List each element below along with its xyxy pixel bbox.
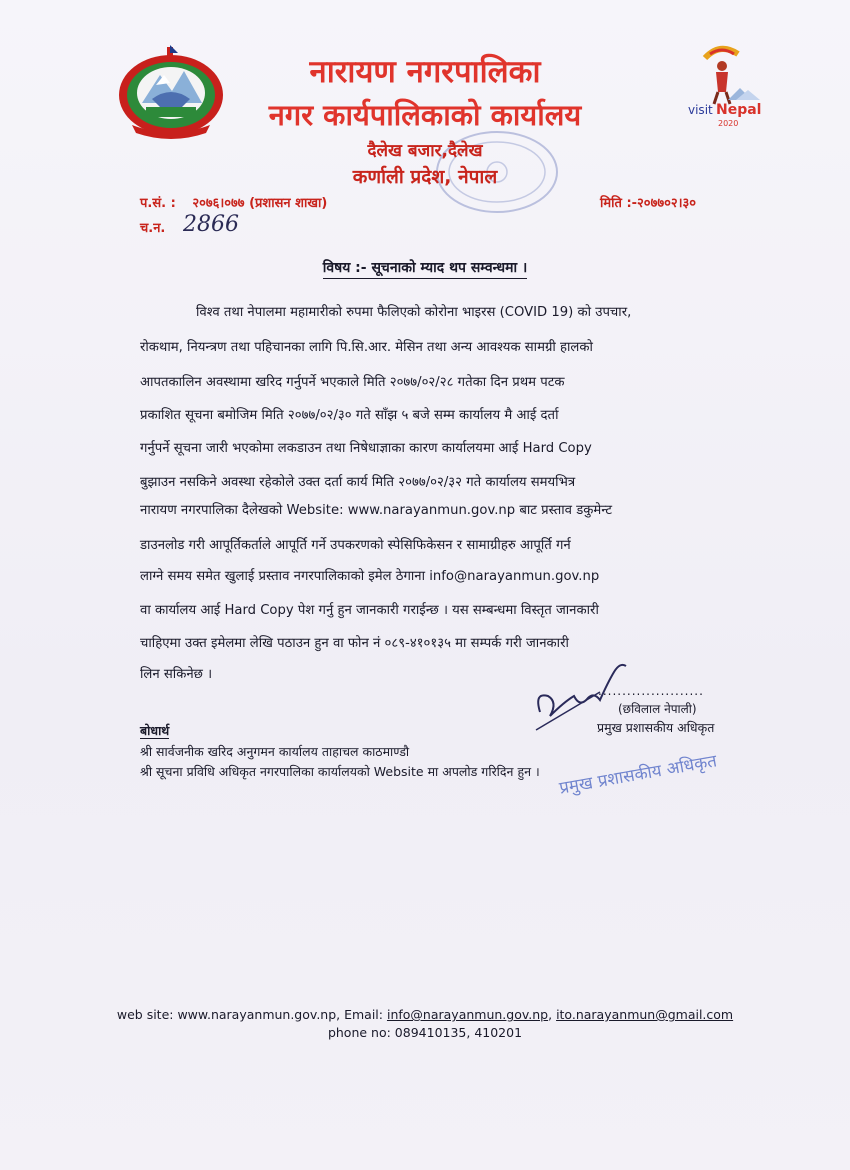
office-title: नगर कार्यपालिकाको कार्यालय <box>268 98 582 132</box>
body-line-4: प्रकाशित सूचना बमोजिम मिति २०७७/०२/३० गते साँझ ५ बजे सम्म कार्यालय मै आई दर्ता <box>140 408 559 423</box>
footer-separator: , <box>548 1007 557 1022</box>
visit-logo-word2: Nepal <box>716 102 762 118</box>
body-line-10: वा कार्यालय आई Hard Copy पेश गर्नु हुन जानकारी गराईन्छ । यस सम्बन्धमा विस्तृत जानकारी <box>140 603 599 618</box>
body-line-3: आपतकालिन अवस्थामा खरिद गर्नुपर्ने भएकाले मिति २०७७/०२/२८ गतेका दिन प्रथम पटक <box>140 375 565 390</box>
body-line-5: गर्नुपर्ने सूचना जारी भएकोमा लकडाउन तथा निषेधाज्ञाका कारण कार्यालयमा आई Hard Copy <box>140 441 592 456</box>
footer-website-prefix: web site: www.narayanmun.gov.np, Email: <box>116 1007 387 1022</box>
dispatch-label: च.न. <box>140 221 166 236</box>
body-line-7: नारायण नगरपालिका दैलेखको Website: www.narayanmun.gov.np बाट प्रस्ताव डकुमेन्ट <box>140 503 613 518</box>
signatory-title: प्रमुख प्रशासकीय अधिकृत <box>597 720 715 735</box>
body-line-9: लाग्ने समय समेत खुलाई प्रस्ताव नगरपालिकाको इमेल ठेगाना info@narayanmun.gov.np <box>140 569 600 584</box>
body-line-2: रोकथाम, नियन्त्रण तथा पहिचानका लागि पि.सि.आर. मेसिन तथा अन्य आवश्यक सामग्री हालको <box>140 340 593 355</box>
body-line-1: विश्व तथा नेपालमा महामारीको रुपमा फैलिएको कोरोना भाइरस (COVID 19) को उपचार, <box>196 305 632 320</box>
cc-line-1: श्री सार्वजनीक खरिद अनुगमन कार्यालय ताहाचल काठमाण्डौ <box>140 744 410 759</box>
date-value: २०७७०२।३० <box>637 196 697 211</box>
reference-number <box>140 193 327 211</box>
visit-logo-word1: visit <box>688 103 713 117</box>
visit-logo-year: 2020 <box>718 119 739 128</box>
reference-value: २०७६।०७७ (प्रशासन शाखा) <box>192 196 328 211</box>
municipality-title: नारायण नगरपालिका <box>309 54 541 90</box>
subject-text: विषय :- सूचनाको म्याद थप सम्वन्धमा । <box>323 260 528 279</box>
date-label: मिति :- <box>600 196 638 211</box>
cc-heading-text: बोधार्थ <box>140 723 170 738</box>
reference-label: प.सं. : <box>140 196 176 211</box>
footer-phone: phone no: 089410135, 410201 <box>327 1025 523 1040</box>
body-line-8: डाउनलोड गरी आपूर्तिकर्ताले आपूर्ति गर्ने उपकरणको स्पेसिफिकेसन र सामाग्रीहरु आपूर्ति गर्न <box>140 538 571 553</box>
letter-date <box>600 193 696 211</box>
dispatch-number: 2866 <box>183 212 239 237</box>
body-line-6: बुझाउन नसकिने अवस्था रहेकोले उक्त दर्ता कार्य मिति २०७७/०२/३२ गते कार्यालय समयभित्र <box>140 475 576 490</box>
footer-email-2[interactable]: ito.narayanmun@gmail.com <box>556 1007 734 1022</box>
signature-dots: ...................... <box>598 684 704 698</box>
footer-email-1[interactable]: info@narayanmun.gov.np <box>386 1007 549 1022</box>
body-line-12: लिन सकिनेछ । <box>140 667 213 682</box>
location-line-1: दैलेख बजार,दैलेख <box>367 141 483 161</box>
subject-line <box>0 258 850 277</box>
location-line-2: कर्णाली प्रदेश, नेपाल <box>352 166 498 188</box>
footer-contact <box>0 1007 850 1022</box>
body-line-11: चाहिएमा उक्त इमेलमा लेखि पठाउन हुन वा फोन नं ०८९-४१०१३५ मा सम्पर्क गरी जानकारी <box>140 636 569 651</box>
cc-heading <box>140 722 169 739</box>
signatory-name: (छविलाल नेपाली) <box>618 702 697 716</box>
cc-line-2: श्री सूचना प्रविधि अधिकृत नगरपालिका कार्यालयको Website मा अपलोड गरिदिन हुन । <box>140 764 540 779</box>
officer-stamp: प्रमुख प्रशासकीय अधिकृत <box>557 751 719 799</box>
